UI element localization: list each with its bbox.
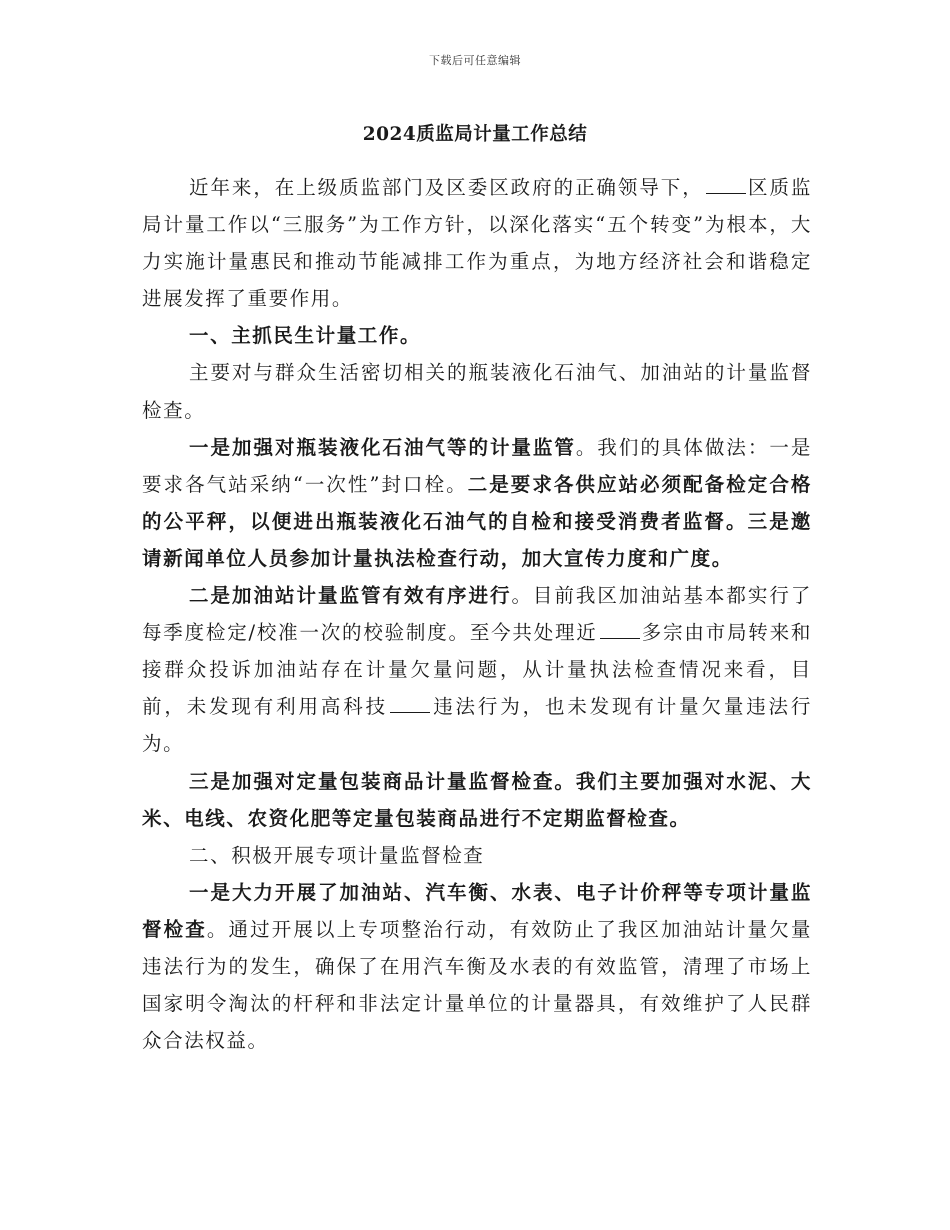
paragraph-lpg xyxy=(142,429,812,577)
gas-station-text-a: 。目前我区加油站基本都实行了每季度检定/校准一次的校验制度。至今共处理近 xyxy=(142,584,812,645)
special-inspection-bold-lead: 一是大力开展了加油站、汽车衡、水表、电子计价秤等专项计量监督检查 xyxy=(142,880,812,941)
gas-station-bold-lead: 二是加油站计量监管有效有序进行 xyxy=(189,584,512,608)
paragraph-special-inspection xyxy=(142,874,812,1059)
paragraph-gas-station xyxy=(142,577,812,762)
lpg-bold-tail: 二是要求各供应站必须配备检定合格的公平秤，以便进出瓶装液化石油气的自检和接受消费者监督。三是邀请新闻单位人员参加计量执法检查行动，加大宣传力度和广度。 xyxy=(142,472,812,570)
blank-field xyxy=(390,696,430,713)
document-title: 2024质监局计量工作总结 xyxy=(362,124,588,145)
blank-field xyxy=(706,177,746,194)
intro-text-a: 近年来，在上级质监部门及区委区政府的正确领导下， xyxy=(189,176,704,199)
header-note: 下载后可任意编辑 xyxy=(429,54,521,67)
special-inspection-text: 。通过开展以上专项整治行动，有效防止了我区加油站计量欠量违法行为的发生，确保了在用汽车衡及水表的有效监管，清理了市场上国家明令淘汰的杆秤和非法定计量单位的计量器具，有效维护了人民群众合法权益。 xyxy=(142,917,812,1053)
blank-field xyxy=(600,622,640,639)
gas-station-text-b: 多宗由市局转来和接群众投诉加油站存在计量欠量问题，从计量执法检查情况来看，目前，未发现有利用高科技 xyxy=(142,621,812,719)
gas-station-text-c: 违法行为，也未发现有计量欠量违法行为。 xyxy=(142,695,813,756)
paragraph-packaged-goods: 三是加强对定量包装商品计量监督检查。我们主要加强对水泥、大米、电线、农资化肥等定量包装商品进行不定期监督检查。 xyxy=(142,769,812,830)
lpg-text: 。我们的具体做法：一是要求各气站采纳“一次性”封口栓。 xyxy=(142,435,812,496)
paragraph-intro xyxy=(142,169,812,317)
paragraph-scope: 主要对与群众生活密切相关的瓶装液化石油气、加油站的计量监督检查。 xyxy=(142,361,812,422)
lpg-bold-lead: 一是加强对瓶装液化石油气等的计量监管 xyxy=(189,435,576,459)
document-body xyxy=(142,169,812,1059)
section-heading-2: 二、积极开展专项计量监督检查 xyxy=(189,843,485,867)
intro-text-b: 区质监局计量工作以“三服务”为工作方针，以深化落实“五个转变”为根本，大力实施计量惠民和推动节能减排工作为重点，为地方经济社会和谐稳定进展发挥了重要作用。 xyxy=(142,176,812,311)
section-heading-1: 一、主抓民生计量工作。 xyxy=(189,324,422,348)
